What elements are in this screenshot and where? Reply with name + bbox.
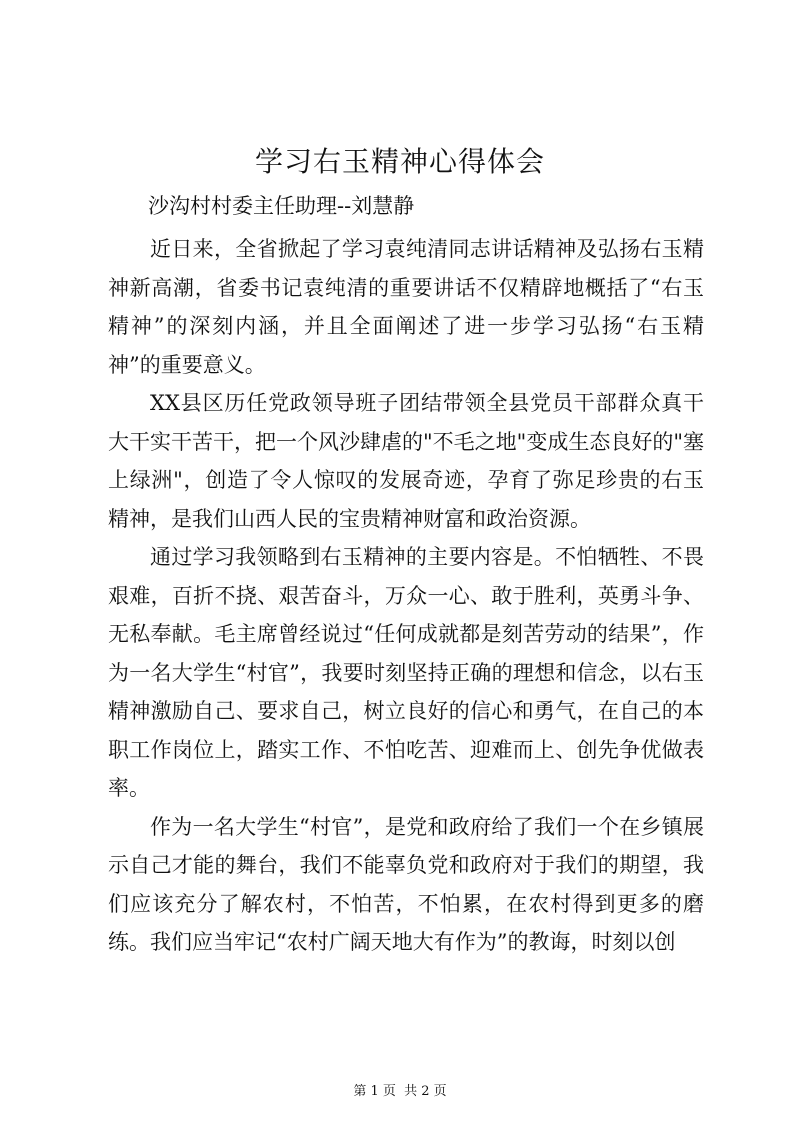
paragraph: XX县区历任党政领导班子团结带领全县党员干部群众真干大干实干苦干，把一个风沙肆虐的"不毛之地"变成生态良好的"塞上绿洲"，创造了令人惊叹的发展奇迹，孕育了弥足珍贵的右玉精神，是我们山西人民的宝贵精神财富和政治资源。 — [108, 391, 704, 531]
document-title: 学习右玉精神心得体会 — [254, 145, 545, 178]
paragraph: 作为一名大学生“村官”，是党和政府给了我们一个在乡镇展示自己才能的舞台，我们不能辜负党和政府对于我们的期望，我们应该充分了解农村，不怕苦，不怕累，在农村得到更多的磨练。我们应当牢记“农村广阔天地大有作为”的教诲，时刻以创 — [108, 814, 704, 954]
paragraph: 通过学习我领略到右玉精神的主要内容是。不怕牺牲、不畏艰难，百折不挠、艰苦奋斗，万众一心、敢于胜利，英勇斗争、无私奉献。毛主席曾经说过“任何成就都是刻苦劳动的结果”，作为一名大学生“村官”，我要时刻坚持正确的理想和信念，以右玉精神激励自己、要求自己，树立良好的信心和勇气，在自己的本职工作岗位上，踏实工作、不怕吃苦、迎难而上、创先争优做表率。 — [108, 545, 704, 800]
paragraph: 近日来，全省掀起了学习袁纯清同志讲话精神及弘扬右玉精神新高潮，省委书记袁纯清的重要讲话不仅精辟地概括了“右玉精神”的深刻内涵，并且全面阐述了进一步学习弘扬“右玉精神”的重要意义。 — [108, 237, 704, 377]
document-body — [108, 230, 704, 962]
author-line: 沙沟村村委主任助理--刘慧静 — [148, 194, 415, 218]
page-footer: 第 1 页 共 2 页 — [353, 1084, 447, 1099]
